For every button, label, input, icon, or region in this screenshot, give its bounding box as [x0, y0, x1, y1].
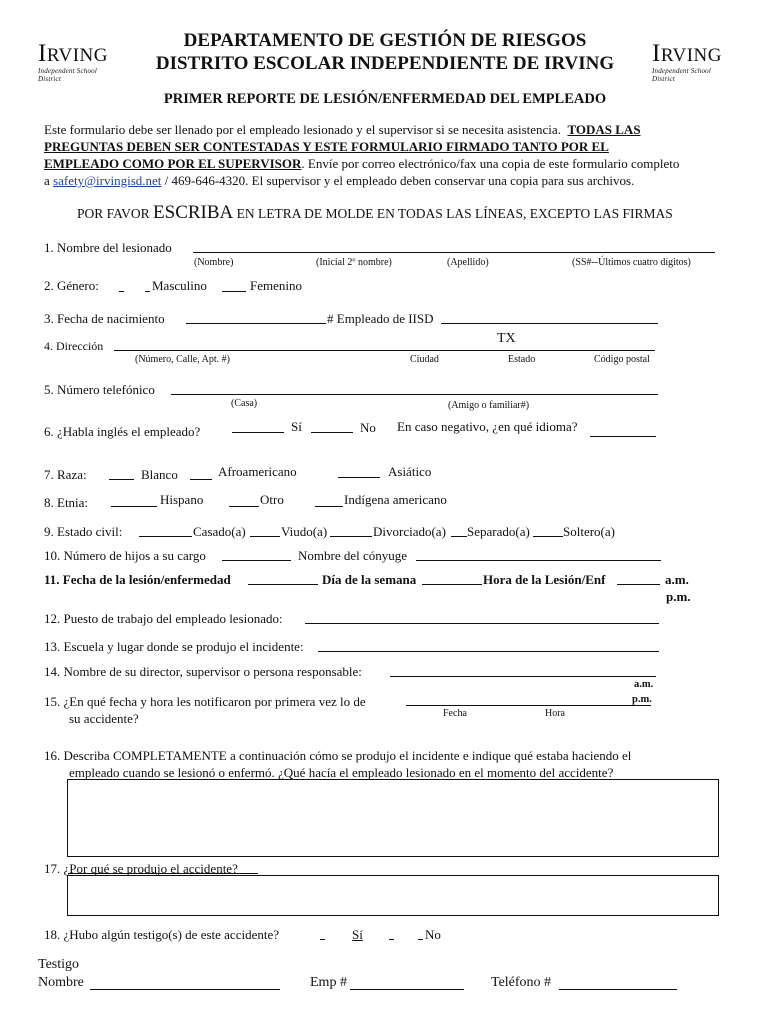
- employee-number-field[interactable]: [441, 323, 658, 324]
- logo-subtitle: Independent School District: [38, 67, 97, 83]
- q3-label-employee: # Empleado de IISD: [327, 311, 434, 326]
- q15-sub-fecha: Fecha: [443, 708, 467, 719]
- witness-phone-field[interactable]: [559, 989, 677, 990]
- q5-label: 5. Número telefónico: [44, 382, 155, 397]
- witness-emp-field[interactable]: [350, 989, 464, 990]
- q7-afro-blank[interactable]: [190, 479, 212, 480]
- q11-am[interactable]: a.m.: [665, 572, 689, 587]
- q2-blank-a[interactable]: [119, 291, 124, 292]
- q13-label: 13. Escuela y lugar donde se produjo el incidente:: [44, 639, 304, 654]
- q9-casado-blank[interactable]: [139, 536, 192, 537]
- q8-otro: Otro: [260, 492, 284, 507]
- q10-label: 10. Número de hijos a su cargo: [44, 548, 206, 563]
- q6-yes-blank[interactable]: [232, 432, 284, 433]
- q2-femenino-blank[interactable]: [222, 291, 246, 292]
- witness-name-field[interactable]: [90, 989, 280, 990]
- q9-soltero-blank[interactable]: [533, 536, 563, 537]
- q1-sub-apellido: (Apellido): [447, 257, 489, 268]
- job-title-field[interactable]: [305, 623, 659, 624]
- intro-line-3: EMPLEADO COMO POR EL SUPERVISOR. Envíe por correo electrónico/fax una copia de este formulario completo: [44, 156, 680, 171]
- q9-separado-blank[interactable]: [451, 536, 467, 537]
- q1-label: 1. Nombre del lesionado: [44, 240, 172, 255]
- department-title: DEPARTAMENTO DE GESTIÓN DE RIESGOS: [183, 30, 587, 51]
- q15-sub-hora: Hora: [545, 708, 565, 719]
- q5-sub-casa: (Casa): [231, 398, 258, 409]
- q15-pm[interactable]: p.m.: [632, 694, 652, 705]
- dependents-field[interactable]: [222, 560, 291, 561]
- q9-separado: Separado(a): [467, 524, 530, 539]
- q9-soltero: Soltero(a): [563, 524, 615, 539]
- supervisor-field[interactable]: [390, 676, 656, 677]
- q4-sub-estado: Estado: [508, 354, 536, 365]
- injury-date-field[interactable]: [248, 584, 318, 585]
- q10-spouse-label: Nombre del cónyuge: [298, 548, 408, 563]
- q8-otro-blank[interactable]: [229, 506, 259, 507]
- q6-language-label: En caso negativo, ¿en qué idioma?: [397, 419, 578, 434]
- q8-hispano: Hispano: [160, 492, 204, 507]
- witness-title: Testigo: [38, 957, 80, 972]
- q6-label: 6. ¿Habla inglés el empleado?: [44, 424, 201, 439]
- q6-yes: Sí: [291, 419, 302, 434]
- notification-date-field[interactable]: [406, 705, 651, 706]
- q7-afroamericano: Afroamericano: [218, 464, 297, 479]
- q18-label: 18. ¿Hubo algún testigo(s) de este accidente?: [44, 927, 279, 942]
- q3-label: 3. Fecha de nacimiento: [44, 311, 165, 326]
- form-title: PRIMER REPORTE DE LESIÓN/ENFERMEDAD DEL EMPLEADO: [163, 91, 607, 107]
- q2-label: 2. Género:: [44, 278, 99, 293]
- q2-masculino: Masculino: [152, 278, 207, 293]
- q2-blank-b[interactable]: [145, 291, 150, 292]
- q1-sub-ss: (SS#--Últimos cuatro dígitos): [572, 257, 691, 268]
- incident-location-field[interactable]: [318, 651, 659, 652]
- logo-subtitle: Independent School District: [652, 67, 711, 83]
- q6-no-blank[interactable]: [311, 432, 353, 433]
- incident-description-box[interactable]: [67, 779, 719, 857]
- q18-blank-b[interactable]: [389, 939, 394, 940]
- q18-yes[interactable]: Sí: [352, 927, 363, 942]
- safety-email-link[interactable]: safety@irvingisd.net: [53, 173, 162, 188]
- q9-label: 9. Estado civil:: [44, 524, 123, 539]
- witness-emp-label: Emp #: [310, 975, 347, 990]
- q7-blanco-blank[interactable]: [109, 479, 134, 480]
- district-title: DISTRITO ESCOLAR INDEPENDIENTE DE IRVING: [155, 53, 615, 74]
- q11-label: 11. Fecha de la lesión/enfermedad: [44, 572, 231, 587]
- q15-am[interactable]: a.m.: [634, 679, 654, 690]
- q18-blank-c[interactable]: [418, 939, 423, 940]
- q1-sub-nombre: (Nombre): [194, 257, 234, 268]
- q5-sub-amigo: (Amigo o familiar#): [448, 400, 530, 411]
- address-field[interactable]: [114, 350, 655, 351]
- phone-field[interactable]: [171, 394, 658, 395]
- accident-cause-box[interactable]: [67, 875, 719, 916]
- intro-line-2: PREGUNTAS DEBEN SER CONTESTADAS Y ESTE FORMULARIO FIRMADO TANTO POR EL: [44, 139, 609, 154]
- q4-label: 4. Dirección: [44, 339, 104, 353]
- q18-blank-a[interactable]: [320, 939, 325, 940]
- q1-sub-inicial: (Inicial 2º nombre): [316, 257, 392, 268]
- q7-label: 7. Raza:: [44, 467, 87, 482]
- q11-hour-label: Hora de la Lesión/Enf: [483, 572, 606, 587]
- weekday-field[interactable]: [422, 584, 482, 585]
- intro-line-4: a safety@irvingisd.net / 469-646-4320. El supervisor y el empleado deben conservar una copia para sus archivos.: [44, 173, 635, 188]
- q17-label: 17. ¿Por qué se produjo el accidente?: [44, 861, 238, 876]
- q15-label-line1: 15. ¿En qué fecha y hora les notificaron por primera vez lo de: [44, 694, 366, 709]
- q4-sub-calle: (Número, Calle, Apt. #): [135, 354, 230, 365]
- q6-no: No: [360, 420, 376, 435]
- q9-viudo-blank[interactable]: [250, 536, 280, 537]
- q9-divorciado-blank[interactable]: [330, 536, 372, 537]
- q14-label: 14. Nombre de su director, supervisor o persona responsable:: [44, 664, 362, 679]
- q8-indigena: Indígena americano: [344, 492, 447, 507]
- q7-asiatico-blank[interactable]: [338, 477, 380, 478]
- language-field[interactable]: [590, 436, 656, 437]
- intro-line-1: Este formulario debe ser llenado por el empleado lesionado y el supervisor si se necesita asistencia. TODAS LAS: [44, 122, 641, 137]
- q2-femenino: Femenino: [250, 278, 302, 293]
- q18-no[interactable]: No: [425, 927, 441, 942]
- q4-sub-ciudad: Ciudad: [410, 354, 439, 365]
- q9-viudo: Viudo(a): [281, 524, 328, 539]
- q8-hispano-blank[interactable]: [111, 506, 157, 507]
- q4-sub-codigo: Código postal: [594, 354, 650, 365]
- q8-label: 8. Etnia:: [44, 495, 89, 510]
- q11-pm[interactable]: p.m.: [666, 589, 691, 604]
- witness-name-label: Nombre: [38, 975, 84, 990]
- q8-indigena-blank[interactable]: [315, 506, 343, 507]
- logo-word: IRVING: [652, 40, 722, 67]
- q9-divorciado: Divorciado(a): [373, 524, 446, 539]
- q1-name-field[interactable]: [193, 252, 715, 253]
- q9-casado: Casado(a): [193, 524, 246, 539]
- state-value: TX: [497, 331, 516, 346]
- injury-hour-field[interactable]: [617, 584, 660, 585]
- dob-field[interactable]: [186, 323, 326, 324]
- print-instruction: POR FAVOR ESCRIBA EN LETRA DE MOLDE EN TODAS LAS LÍNEAS, EXCEPTO LAS FIRMAS: [77, 202, 673, 223]
- logo-word: IRVING: [38, 40, 108, 67]
- q12-label: 12. Puesto de trabajo del empleado lesionado:: [44, 611, 283, 626]
- q16-line2: empleado cuando se lesionó o enfermó. ¿Qué hacía el empleado lesionado en el momento del accidente?: [69, 765, 614, 780]
- q7-asiatico: Asiático: [388, 464, 432, 479]
- q15-label-line2: su accidente?: [69, 711, 139, 726]
- witness-phone-label: Teléfono #: [491, 975, 552, 990]
- q16-line1: 16. Describa COMPLETAMENTE a continuación cómo se produjo el incidente e indique qué estaba haciendo el: [44, 748, 632, 763]
- q11-weekday-label: Día de la semana: [322, 572, 417, 587]
- q7-blanco: Blanco: [141, 467, 178, 482]
- q17-underline: [68, 873, 258, 874]
- spouse-name-field[interactable]: [416, 560, 661, 561]
